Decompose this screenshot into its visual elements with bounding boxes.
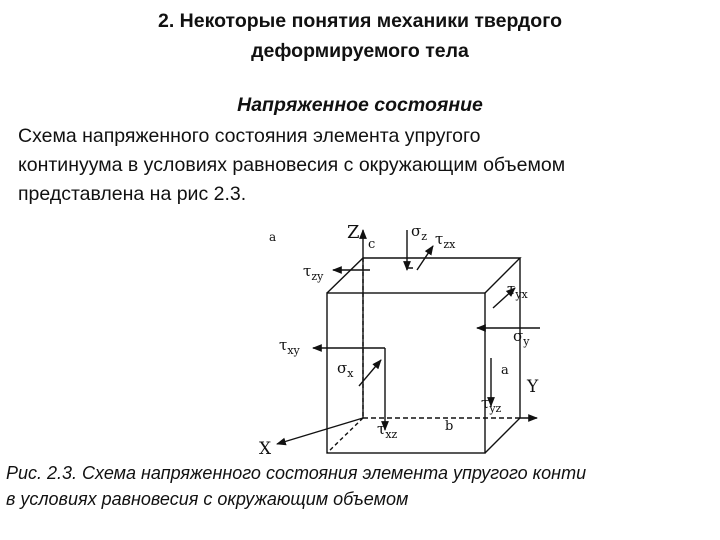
axis-x-label: X <box>259 439 272 456</box>
section-subtitle: Напряженное состояние <box>237 94 483 116</box>
stress-element-figure <box>255 208 545 456</box>
axis-x-line <box>277 418 363 444</box>
label-c: c <box>368 237 376 252</box>
tau-yz-label: $\tau_{yz}$ <box>481 394 502 415</box>
axis-z-label: Z <box>347 222 360 243</box>
tau-zx-label: $\tau_{zx}$ <box>435 230 456 251</box>
label-a-right: a <box>501 363 509 378</box>
cube-top-face <box>327 258 520 293</box>
title-line-2: деформируемого тела <box>251 40 469 62</box>
slide-title <box>60 6 660 66</box>
body-paragraph <box>18 122 706 209</box>
paragraph-line-1: Схема напряженного состояния элемента упругого <box>18 125 481 147</box>
paragraph-line-2: континуума в условиях равновесия с окружающим объемом <box>18 154 566 176</box>
tau-zy-label: $\tau_{zy}$ <box>303 262 324 283</box>
sigma-x-arrow <box>359 360 381 386</box>
sigma-z-label: $\sigma_z$ <box>411 222 428 243</box>
label-b: b <box>445 419 454 434</box>
sigma-x-label: $\sigma_x$ <box>337 359 354 380</box>
tau-yx-label: $\tau_{yx}$ <box>507 280 528 301</box>
caption-line-2: в условиях равновесия с окружающим объемом <box>6 489 409 509</box>
paragraph-line-3: представлена на рис 2.3. <box>18 183 247 205</box>
figure-caption <box>6 460 720 512</box>
title-line-1: 2. Некоторые понятия механики твердого <box>158 10 562 32</box>
tau-xz-label: $\tau_{xz}$ <box>377 420 398 441</box>
label-a-left: a <box>269 230 277 244</box>
caption-line-1: Рис. 2.3. Схема напряженного состояния элемента упругого конти <box>6 463 587 483</box>
tau-xy-label: $\tau_{xy}$ <box>279 336 300 357</box>
stress-cube-diagram <box>255 208 545 456</box>
axis-y-label: Y <box>527 377 539 397</box>
sigma-y-label: $\sigma_y$ <box>513 327 530 348</box>
